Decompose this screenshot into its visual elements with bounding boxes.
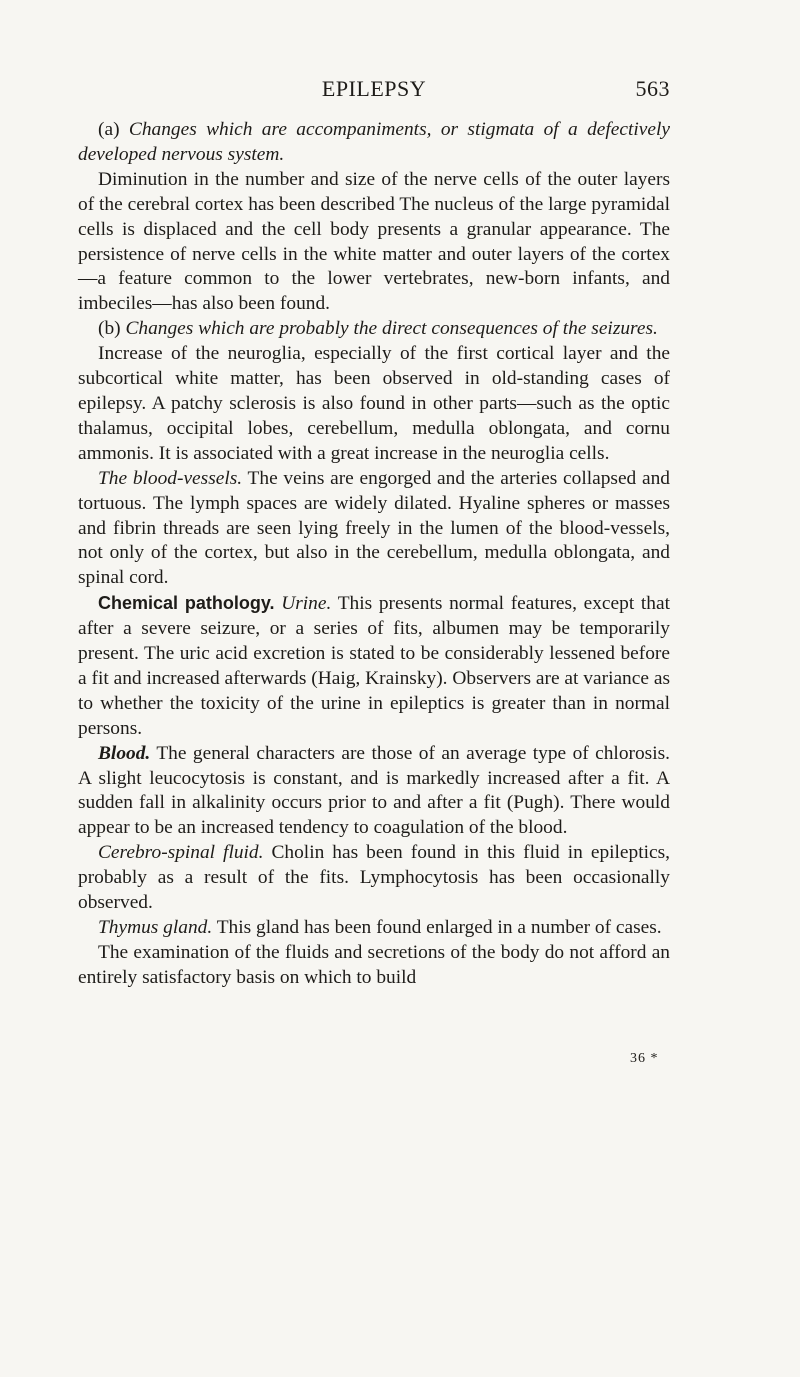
paragraph-a-heading: [78, 118, 670, 168]
paragraph-blood-vessels: [78, 467, 670, 592]
running-head: [78, 76, 670, 106]
section-heading-changes-seizures: Changes which are probably the direct consequences of the seizures.: [125, 318, 658, 340]
page-number: 563: [635, 76, 670, 101]
paragraph-fluids-secretions: The examination of the fluids and secretions of the body do not afford an entirely satisfactory basis on which to build: [78, 941, 670, 988]
paragraph-cerebro-spinal-fluid: [78, 841, 670, 916]
paragraph-text: Cholin has been found in this fluid in epileptics, probably as a result of the fits. Lymphocytosis has been occasionally observed.: [78, 842, 670, 914]
body-text: [78, 118, 670, 991]
paragraph-diminution: Diminution in the number and size of the nerve cells of the outer layers of the cerebral cortex has been described The nucleus of the large pyramidal cells is displaced and the cell body presents a granular appearance. The persistence of nerve cells in the white matter and outer layers of the cortex —a feature common to the lower vertebrates, new-born infants, and imbeciles—has also been found.: [78, 168, 670, 315]
paragraph-b-heading: [78, 317, 670, 342]
paragraph-text: This gland has been found enlarged in a number of cases.: [212, 917, 662, 938]
running-title: EPILEPSY: [321, 76, 427, 101]
printer-signature-mark: 36 *: [630, 1051, 659, 1066]
paragraph-text: The general characters are those of an average type of chlorosis. A slight leucocytosis is constant, and is markedly increased after a fit. A sudden fall in alkalinity occurs prior to and after a fit (Pugh). There would appear to be an increased tendency to coagulation of the blood.: [78, 742, 670, 839]
section-heading-chemical-pathology: Chemical pathology.: [98, 593, 275, 614]
section-heading-changes-accompaniments: Changes which are accompaniments, or stigmata of a defectively developed nervous system.: [78, 119, 670, 165]
run-in-heading-cerebro-spinal-fluid: Cerebro-spinal fluid.: [98, 842, 264, 864]
paragraph-neuroglia: Increase of the neuroglia, especially of the first cortical layer and the subcortical white matter, has been observed in old-standing cases of epilepsy. A patchy sclerosis is also found in other parts—such as the optic thalamus, occipital lobes, cerebellum, medulla oblongata, and cornu ammonis. It is associated with a great increase in the neuroglia cells.: [78, 343, 670, 464]
list-label-a: (a): [98, 119, 129, 140]
run-in-heading-blood-vessels: The blood-vessels.: [98, 467, 243, 489]
run-in-heading-blood: Blood.: [98, 742, 151, 764]
run-in-heading-thymus-gland: Thymus gland.: [98, 917, 213, 938]
paragraph-blood: [78, 742, 670, 842]
paragraph-thymus-gland: [78, 916, 670, 941]
paragraph-chemical-pathology: [78, 591, 670, 741]
list-label-b: (b): [98, 318, 126, 340]
paragraph-text: This presents normal features, except that after a severe seizure, or a series of fits, albumen may be temporarily present. The uric acid excretion is stated to be considerably lessened before a fit and increased afterwards (Haig, Krainsky). Observers are at variance as to whether the toxicity of the urine in epileptics is greater than in normal persons.: [78, 593, 670, 739]
paragraph-text: The veins are engorged and the arteries collapsed and tortuous. The lymph spaces are widely dilated. Hyaline spheres or masses and fibrin threads are seen lying freely in the lumen of the blood-vessels, not only of the cortex, but also in the cerebellum, medulla oblongata, and spinal cord.: [78, 467, 670, 589]
run-in-heading-urine: Urine.: [281, 593, 332, 615]
